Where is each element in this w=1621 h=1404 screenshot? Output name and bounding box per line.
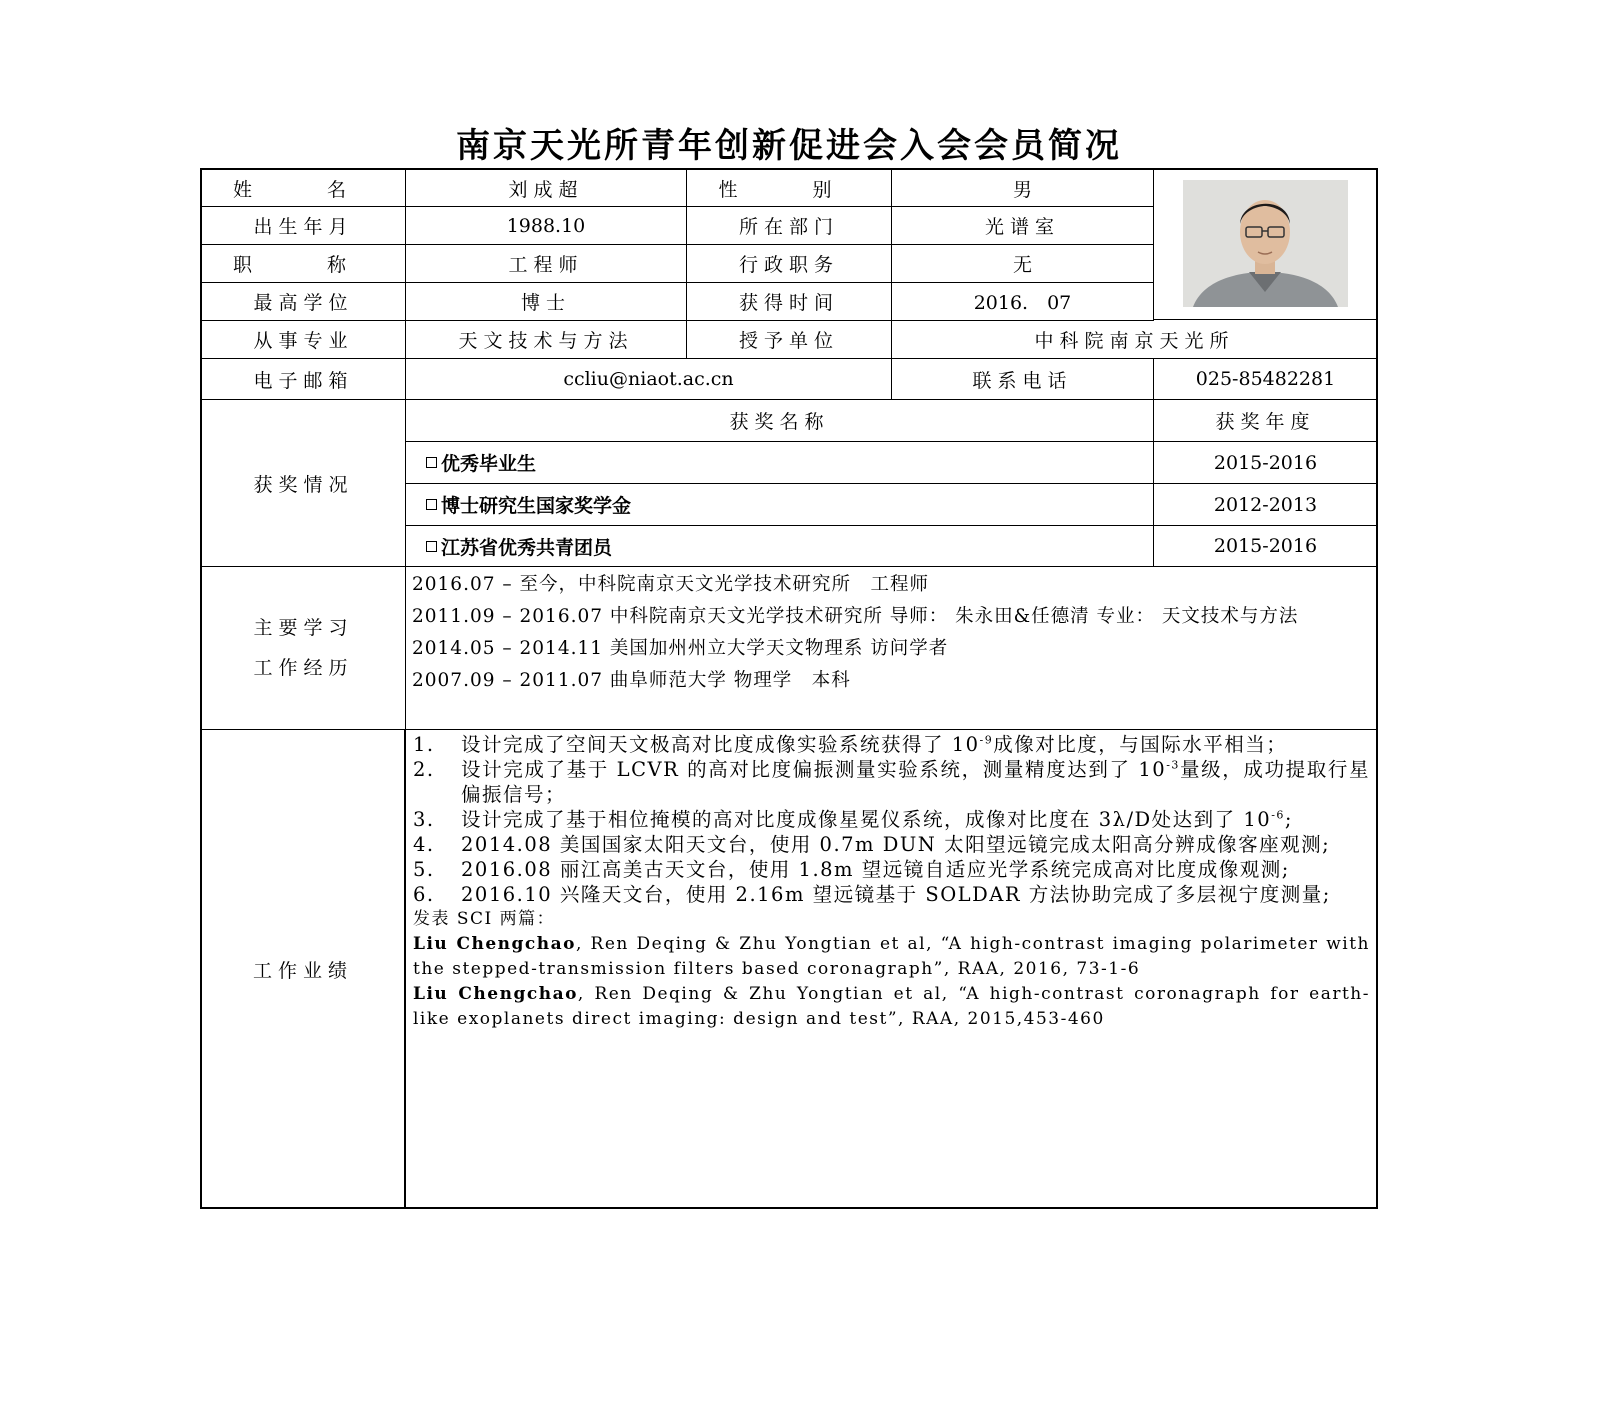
phone-value: 025-85482281 (1154, 359, 1378, 400)
achievement-number: 2. (413, 758, 435, 781)
title-label: 职 称 (202, 245, 406, 283)
grantor-label: 授予单位 (687, 321, 892, 359)
award-year: 2012-2013 (1154, 484, 1378, 526)
degree-value: 博士 (406, 283, 687, 321)
achievement-text: 2014.08 美国国家太阳天文台，使用 0.7m DUN 太阳望远镜完成太阳高分辨成像客座观测; (461, 833, 1331, 856)
achievement-item (413, 882, 1370, 907)
publication-item (413, 982, 1370, 1032)
major-value: 天文技术与方法 (406, 321, 687, 359)
award-name: 江苏省优秀共青团员 (441, 536, 613, 559)
award-name: 博士研究生国家奖学金 (441, 495, 632, 517)
grantor-value: 中科院南京天光所 (892, 321, 1378, 359)
pub-author: Liu Chengchao (413, 984, 578, 1004)
degree-time-value: 2016. 07 (892, 283, 1154, 321)
award-row (406, 442, 1154, 484)
achievement-number: 6. (413, 883, 435, 906)
major-label: 从事专业 (202, 321, 406, 359)
page-title: 南京天光所青年创新促进会入会会员简况 (456, 126, 1122, 166)
achievement-number: 4. (413, 833, 435, 856)
award-name: 优秀毕业生 (441, 453, 537, 475)
pub-detail: , Ren Deqing & Zhu Yongtian et al, “A high-contrast coronagraph for earth-like exoplanets direct imaging: design and test”, RAA, 2015,453-460 (413, 984, 1370, 1029)
achievement-number: 1. (413, 733, 435, 756)
performance-text (407, 730, 1378, 1209)
history-label-line: 工作经历 (253, 657, 354, 679)
achievement-item (413, 757, 1370, 807)
exponent: -9 (979, 733, 994, 747)
achievement-item (413, 832, 1370, 857)
checkbox-icon (426, 499, 437, 510)
achievement-text: 2016.10 兴隆天文台，使用 2.16m 望远镜基于 SOLDAR 方法协助完成了多层视宁度测量; (461, 883, 1331, 906)
dept-label: 所在部门 (687, 207, 892, 245)
phone-label: 联系电话 (892, 359, 1154, 400)
achievement-text: 2016.08 丽江高美古天文台，使用 1.8m 望远镜自适应光学系统完成高对比度成像观测; (461, 858, 1290, 881)
performance-label: 工作业绩 (202, 730, 406, 1209)
award-year-header: 获奖年度 (1154, 400, 1378, 442)
birth-label: 出生年月 (202, 207, 406, 245)
award-year: 2015-2016 (1154, 526, 1378, 567)
member-photo (1183, 180, 1348, 307)
checkbox-icon (426, 457, 437, 468)
dept-value: 光谱室 (892, 207, 1154, 245)
title-value: 工程师 (406, 245, 687, 283)
email-value: ccliu@niaot.ac.cn (406, 359, 892, 400)
award-row (406, 526, 1154, 567)
publication-item (413, 932, 1370, 982)
achievement-number: 5. (413, 858, 435, 881)
achievement-text-tail: ; (1284, 808, 1293, 831)
email-label: 电子邮箱 (202, 359, 406, 400)
name-value: 刘成超 (406, 170, 687, 207)
award-name-header: 获奖名称 (406, 400, 1154, 442)
pubs-heading: 发表 SCI 两篇： (413, 909, 556, 929)
achievement-item (413, 732, 1370, 757)
history-line: 2016.07 – 至今，中科院南京天文光学技术研究所 工程师 (412, 574, 930, 595)
achievement-item (413, 857, 1370, 882)
history-line: 2014.05 – 2014.11 美国加州州立大学天文物理系 访问学者 (412, 638, 949, 659)
degree-label: 最高学位 (202, 283, 406, 321)
achievement-text: 设计完成了基于 LCVR 的高对比度偏振测量实验系统，测量精度达到了 10 (461, 758, 1167, 781)
awards-label: 获奖情况 (202, 400, 406, 567)
gender-value: 男 (892, 170, 1154, 207)
award-row (406, 484, 1154, 526)
exponent: -3 (1166, 758, 1180, 772)
performance-list (413, 732, 1370, 907)
achievement-text: 设计完成了空间天文极高对比度成像实验系统获得了 10 (461, 733, 980, 756)
achievement-number: 3. (413, 808, 435, 831)
history-text (406, 567, 1378, 730)
history-line: 2007.09 – 2011.07 曲阜师范大学 物理学 本科 (412, 670, 851, 691)
achievement-text-tail: 成像对比度，与国际水平相当； (993, 733, 1288, 756)
achievement-text-tail: 量级，成功提取行星偏振信号； (461, 758, 1370, 806)
checkbox-icon (426, 541, 437, 552)
achievement-text: 设计完成了基于相位掩模的高对比度成像星冕仪系统，成像对比度在 3λ/D处达到了 10 (461, 808, 1272, 831)
history-label (202, 567, 406, 730)
gender-label: 性 别 (687, 170, 892, 207)
degree-time-label: 获得时间 (687, 283, 892, 321)
profile-table (200, 168, 1378, 1209)
exponent: -6 (1271, 808, 1285, 822)
name-label: 姓 名 (202, 170, 406, 207)
portrait-image (1183, 180, 1348, 307)
history-label-line: 主要学习 (253, 617, 354, 639)
birth-value: 1988.10 (406, 207, 687, 245)
admin-value: 无 (892, 245, 1154, 283)
history-line: 2011.09 – 2016.07 中科院南京天文光学技术研究所 导师： 朱永田&任德清 专业： 天文技术与方法 (412, 606, 1299, 627)
achievement-item (413, 807, 1370, 832)
pub-author: Liu Chengchao (413, 934, 576, 954)
pub-detail: , Ren Deqing & Zhu Yongtian et al, “A high-contrast imaging polarimeter with the stepped-transmission filters based coronagraph”, RAA, 2016, 73-1-6 (413, 934, 1370, 979)
award-year: 2015-2016 (1154, 442, 1378, 484)
admin-label: 行政职务 (687, 245, 892, 283)
publications (413, 907, 1370, 1032)
